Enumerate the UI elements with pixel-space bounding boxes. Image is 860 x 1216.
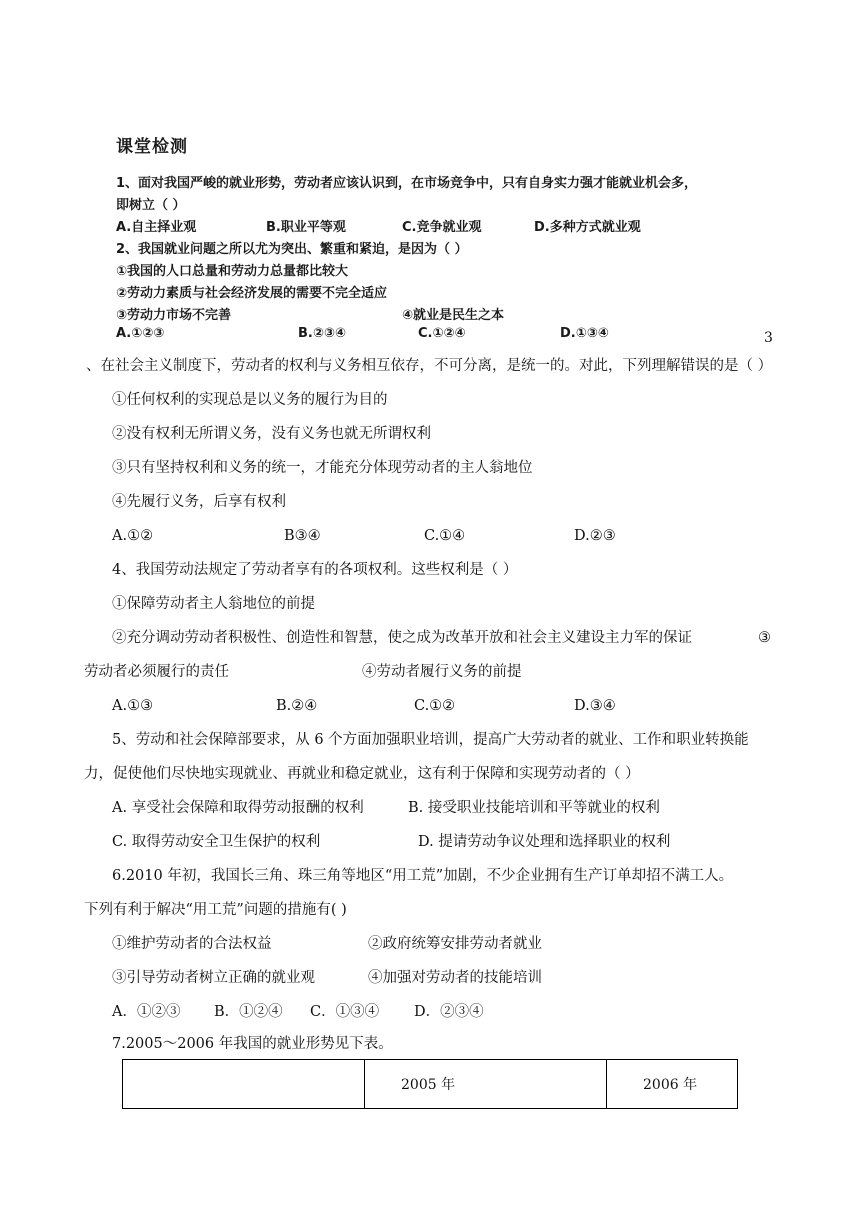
q3-item-3: ③只有坚持权利和义务的统一，才能充分体现劳动者的主人翁地位 [112,460,533,476]
q2-option-b: B.②③④ [298,326,346,341]
q5-line1: 5、劳动和社会保障部要求，从 6 个方面加强职业培训，提高广大劳动者的就业、工作和职业转换能 [112,732,749,748]
q4-option-a: A.①③ [112,698,154,714]
q3-option-b: B③④ [284,528,321,544]
table-header-cell: 2006 年 [607,1060,738,1109]
q4-option-c: C.①② [414,698,456,714]
q6-item-1: ①维护劳动者的合法权益 [112,936,272,952]
q5-option-c: C. 取得劳动安全卫生保护的权利 [112,834,321,850]
q3-option-d: D.②③ [574,528,616,544]
q6-item-4: ④加强对劳动者的技能培训 [368,970,542,986]
q6-option-b: B．①②④ [214,1004,283,1020]
table-row [123,1060,738,1109]
q1-line1: 1、面对我国严峻的就业形势，劳动者应该认识到，在市场竞争中，只有自身实力强才能就业机会多， [116,176,698,191]
q2-item-1: ①我国的人口总量和劳动力总量都比较大 [116,264,349,279]
q4-item-3-text: 劳动者必须履行的责任 [84,664,229,680]
q3-item-2: ②没有权利无所谓义务，没有义务也就无所谓权利 [112,426,431,442]
q6-item-3: ③引导劳动者树立正确的就业观 [112,970,315,986]
q1-option-c: C.竞争就业观 [402,220,482,235]
question-number-fragment: 3 [764,330,773,346]
table-header-cell: 2005 年 [365,1060,607,1109]
table-header-cell [123,1060,365,1109]
q2-item-4: ④就业是民生之本 [402,308,505,323]
q4-item-1: ①保障劳动者主人翁地位的前提 [112,596,315,612]
section-title: 课堂检测 [116,137,188,157]
q1-option-d: D.多种方式就业观 [534,220,641,235]
q2-option-d: D.①③④ [560,326,609,341]
q3-item-4: ④先履行义务，后享有权利 [112,494,286,510]
q5-option-b: B. 接受职业技能培训和平等就业的权利 [408,800,660,816]
q1-option-b: B.职业平等观 [266,220,346,235]
q1-option-a: A.自主择业观 [116,220,197,235]
q6-line1: 6.2010 年初，我国长三角、珠三角等地区“用工荒”加剧，不少企业拥有生产订单却招不满工人。 [112,868,734,884]
q4-item-3-mark: ③ [758,630,771,646]
q5-option-d: D. 提请劳动争议处理和选择职业的权利 [418,834,671,850]
q2-option-a: A.①②③ [116,326,165,341]
q4-item-2: ②充分调动劳动者积极性、创造性和智慧，使之成为改革开放和社会主义建设主力军的保证 [112,630,692,646]
q6-item-2: ②政府统筹安排劳动者就业 [368,936,542,952]
q6-line2: 下列有利于解决“用工荒”问题的措施有( ) [84,902,347,918]
q6-option-c: C．①③④ [310,1004,380,1020]
q2-option-c: C.①②④ [418,326,466,341]
q7-stem: 7.2005～2006 年我国的就业形势见下表。 [112,1036,393,1052]
q4-item-4: ④劳动者履行义务的前提 [362,664,522,680]
q5-option-a: A. 享受社会保障和取得劳动报酬的权利 [112,800,364,816]
q4-option-d: D.③④ [574,698,616,714]
q3-stem: 、在社会主义制度下，劳动者的权利与义务相互依存，不可分离，是统一的。对此，下列理解错误的是（ ） [86,358,773,374]
q2-stem: 2、我国就业问题之所以尤为突出、繁重和紧迫，是因为（ ） [116,242,468,257]
employment-table [122,1059,738,1109]
q2-item-3: ③劳动力市场不完善 [116,308,232,323]
q3-item-1: ①任何权利的实现总是以义务的履行为目的 [112,392,388,408]
q2-item-2: ②劳动力素质与社会经济发展的需要不完全适应 [116,286,388,301]
q3-option-c: C.①④ [424,528,466,544]
q1-line2: 即树立（ ） [116,198,186,213]
q6-option-d: D．②③④ [414,1004,484,1020]
q4-option-b: B.②④ [276,698,318,714]
q5-line2: 力，促使他们尽快地实现就业、再就业和稳定就业，这有利于保障和实现劳动者的（ ） [84,766,640,782]
q4-stem: 4、我国劳动法规定了劳动者享有的各项权利。这些权利是（ ） [112,562,518,578]
q3-option-a: A.①② [112,528,154,544]
q6-option-a: A．①②③ [112,1004,181,1020]
